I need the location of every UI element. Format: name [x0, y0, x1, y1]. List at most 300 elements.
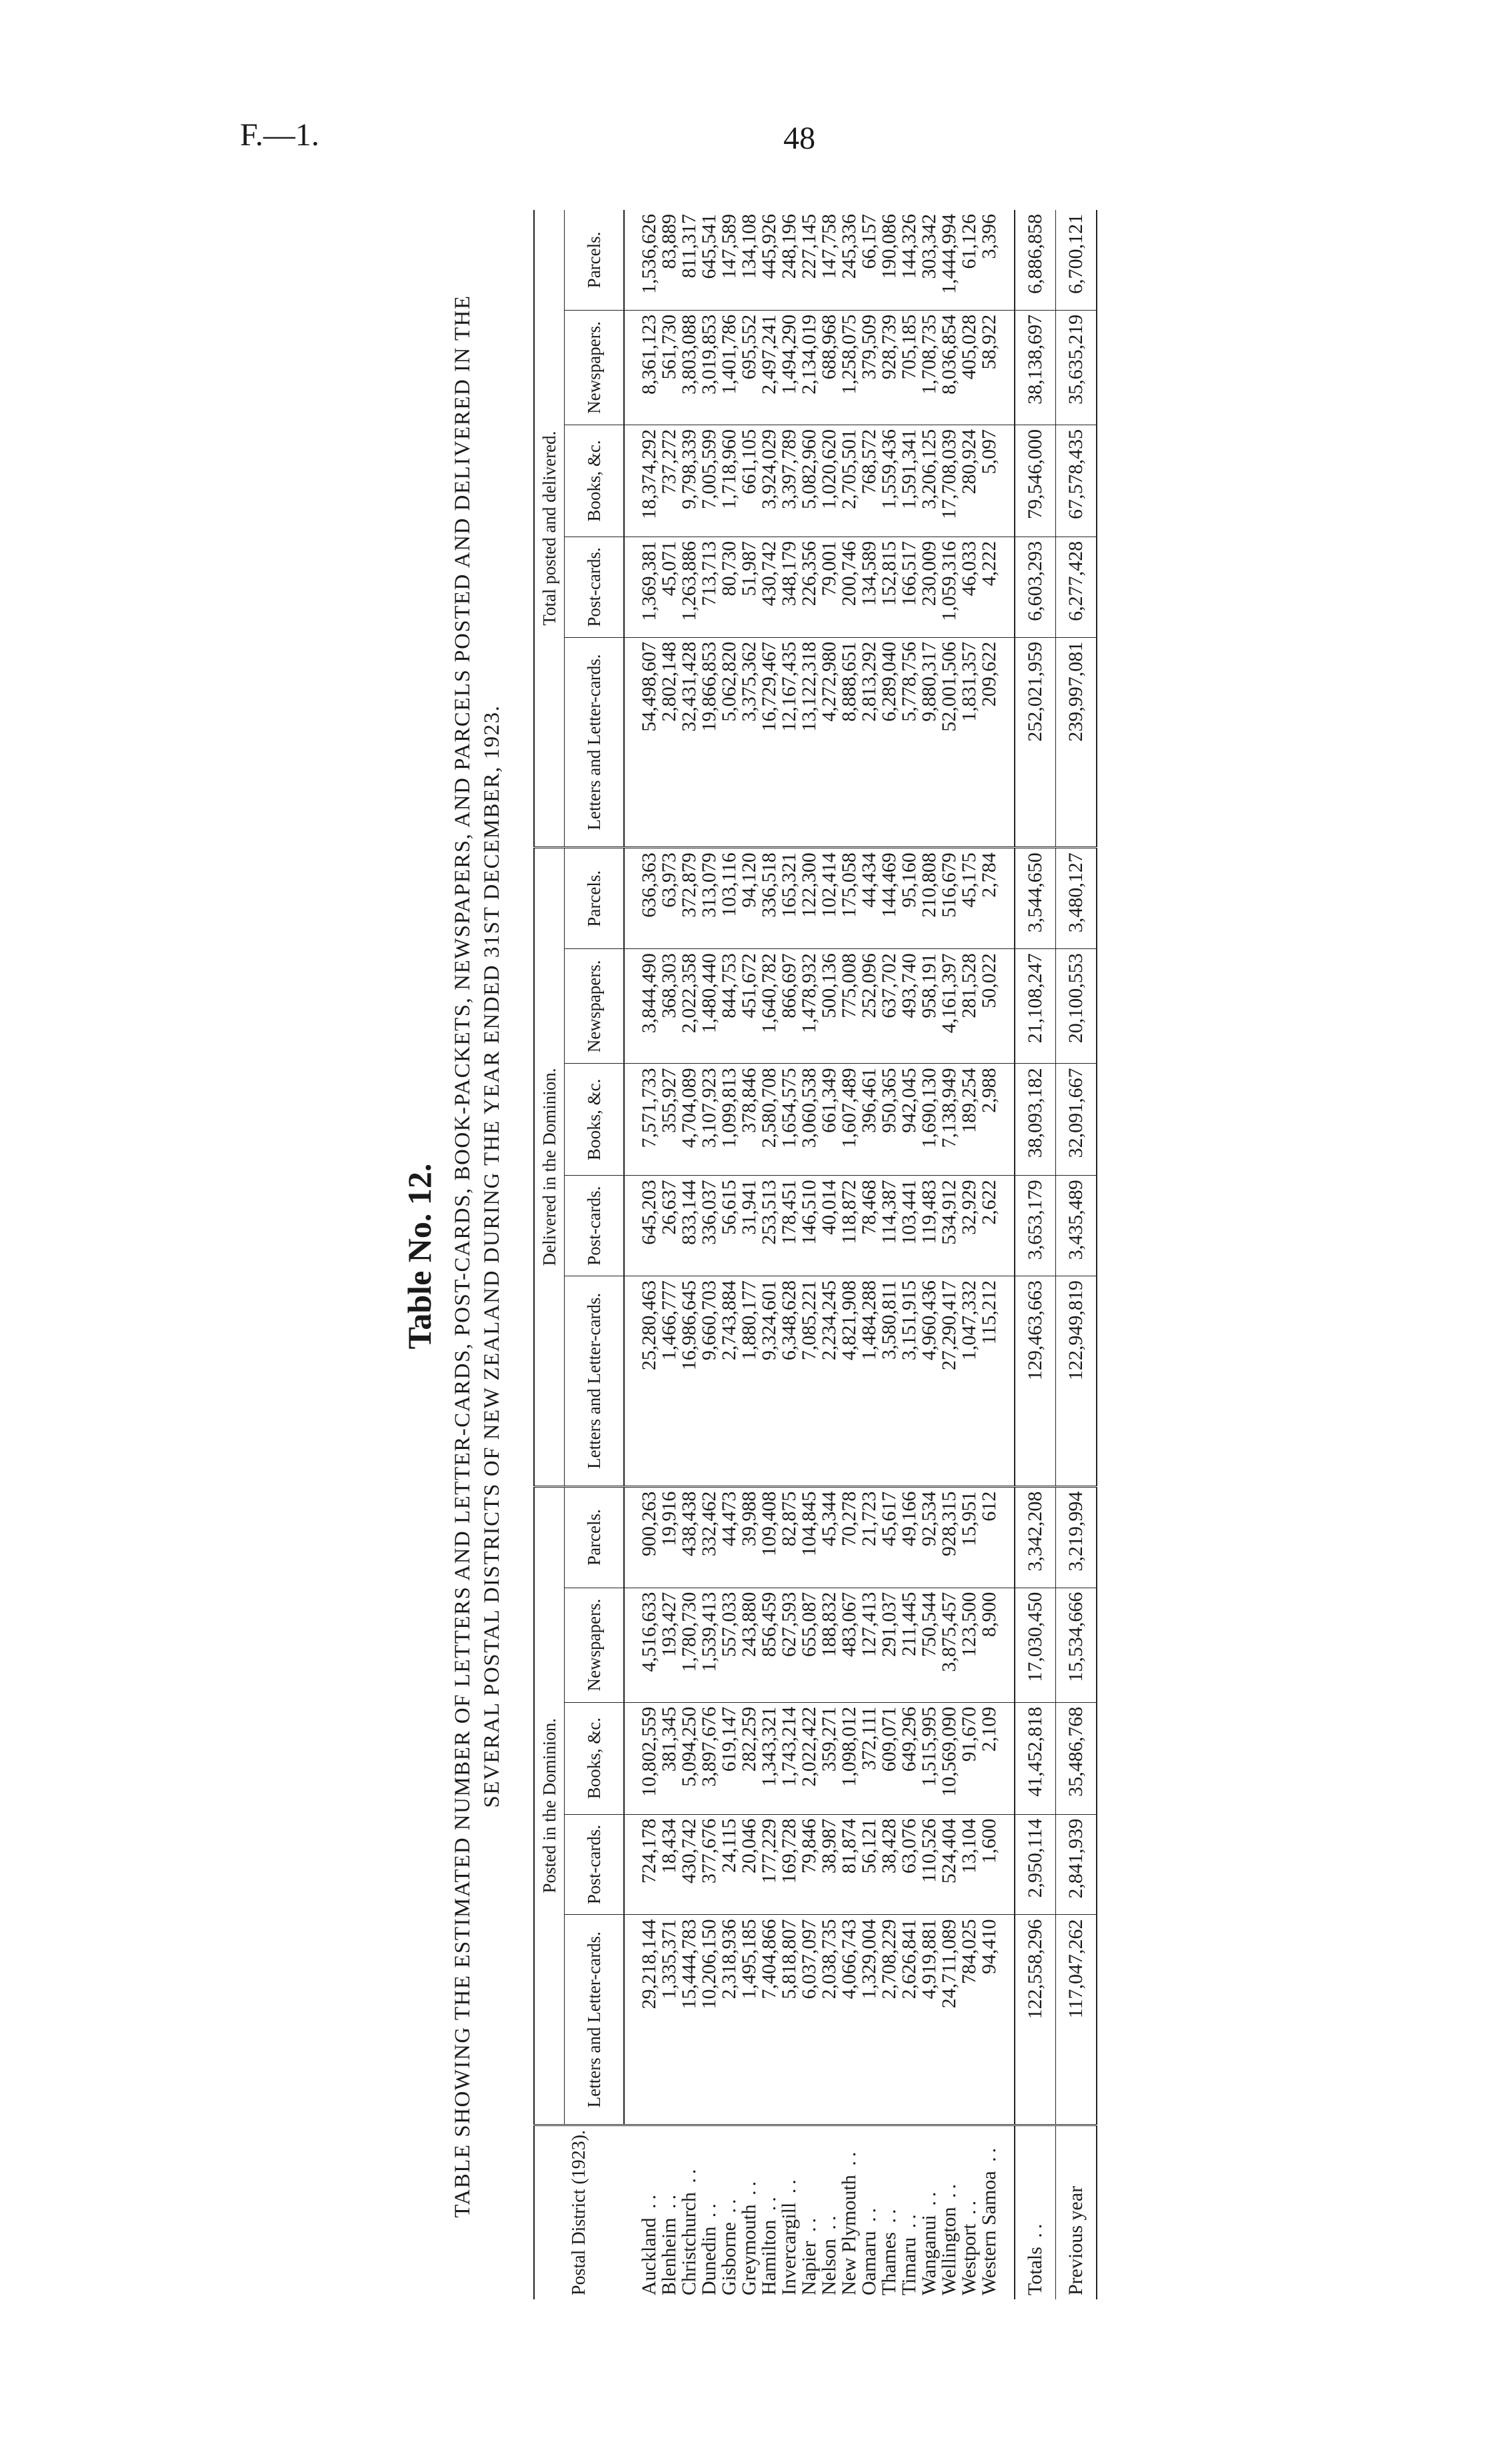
- table-cell: 811,317: [679, 210, 699, 310]
- table-cell: 32,431,428: [679, 637, 699, 847]
- table-cell: 280,924: [959, 425, 979, 537]
- table-cell: 3,544,650: [1015, 848, 1056, 949]
- table-cell: 10,206,150: [699, 1915, 719, 2125]
- group-header-total: Total posted and delivered.: [534, 210, 565, 848]
- district-name: Wellington ..: [938, 2179, 960, 2295]
- table-row: [699, 210, 719, 2299]
- table-cell: 134,589: [859, 537, 879, 637]
- table-cell: 438,438: [679, 1486, 699, 1588]
- table-cell: 239,997,081: [1056, 637, 1097, 847]
- table-cell: 1,480,440: [699, 949, 719, 1064]
- table-cell: 8,036,854: [939, 310, 959, 425]
- column-header: Newspapers.: [565, 949, 625, 1064]
- table-cell: 41,452,818: [1015, 1702, 1056, 1814]
- table-cell: 46,033: [959, 537, 979, 637]
- table-cell: 377,676: [699, 1814, 719, 1915]
- district-name: Napier ..: [798, 2213, 820, 2295]
- district-name: Previous year: [1056, 2125, 1097, 2299]
- table-cell: 381,345: [659, 1702, 679, 1814]
- table-cell: 379,509: [859, 310, 879, 425]
- table-cell: 248,196: [779, 210, 799, 310]
- table-cell: 4,960,436: [919, 1276, 939, 1486]
- column-header: Newspapers.: [565, 310, 625, 425]
- table-cell: 123,500: [959, 1588, 979, 1702]
- table-cell: 175,058: [839, 848, 859, 949]
- table-cell: 20,100,553: [1056, 949, 1097, 1064]
- table-cell: 39,988: [739, 1486, 759, 1588]
- table-cell: 1,020,620: [819, 425, 839, 537]
- table-cell: 200,746: [839, 537, 859, 637]
- table-cell: 152,815: [879, 537, 899, 637]
- district-name: Dunedin ..: [698, 2199, 720, 2295]
- district-name: Auckland ..: [638, 2190, 660, 2295]
- district-name: Wanganui ..: [918, 2187, 940, 2295]
- table-cell: 6,289,040: [879, 637, 899, 847]
- table-cell: 45,071: [659, 537, 679, 637]
- table-cell: 6,700,121: [1056, 210, 1097, 310]
- table-cell: 1,600: [979, 1814, 999, 1915]
- table-cell: 7,571,733: [639, 1064, 659, 1176]
- table-cell: 3,375,362: [739, 637, 759, 847]
- table-cell: 104,845: [799, 1486, 819, 1588]
- table-cell: 3,019,853: [699, 310, 719, 425]
- table-cell: 10,802,559: [639, 1702, 659, 1814]
- table-cell: 500,136: [819, 949, 839, 1064]
- table-cell: 50,022: [979, 949, 999, 1064]
- table-cell: 1,640,782: [759, 949, 779, 1064]
- district-name: Hamilton ..: [758, 2193, 780, 2295]
- table-cell: 32,091,667: [1056, 1064, 1097, 1176]
- table-cell: 4,161,397: [939, 949, 959, 1064]
- table-cell: 348,179: [779, 537, 799, 637]
- table-cell: 24,711,089: [939, 1915, 959, 2125]
- table-cell: 1,831,357: [959, 637, 979, 847]
- table-cell: 1,495,185: [739, 1915, 759, 2125]
- table-cell: 493,740: [899, 949, 919, 1064]
- table-cell: 40,014: [819, 1176, 839, 1276]
- table-cell: 94,410: [979, 1915, 999, 2125]
- table-cell: 3,151,915: [899, 1276, 919, 1486]
- table-cell: 134,108: [739, 210, 759, 310]
- table-row: [759, 210, 779, 2299]
- table-cell: 3,206,125: [919, 425, 939, 537]
- table-cell: 252,021,959: [1015, 637, 1056, 847]
- table-cell: 6,277,428: [1056, 537, 1097, 637]
- table-cell: 1,718,960: [719, 425, 739, 537]
- table-cell: 45,617: [879, 1486, 899, 1588]
- table-cell: 4,272,980: [819, 637, 839, 847]
- table-cell: 2,626,841: [899, 1915, 919, 2125]
- table-cell: 7,005,599: [699, 425, 719, 537]
- table-cell: 1,743,214: [779, 1702, 799, 1814]
- district-name: Thames ..: [878, 2205, 900, 2295]
- table-cell: 9,324,601: [759, 1276, 779, 1486]
- table-cell: 63,076: [899, 1814, 919, 1915]
- table-cell: 1,654,575: [779, 1064, 799, 1176]
- table-cell: 1,263,886: [679, 537, 699, 637]
- table-row: [939, 210, 959, 2299]
- table-cell: 70,278: [839, 1486, 859, 1588]
- table-row: [919, 210, 939, 2299]
- table-cell: 79,546,000: [1015, 425, 1056, 537]
- table-cell: 38,987: [819, 1814, 839, 1915]
- table-cell: 19,866,853: [699, 637, 719, 847]
- table-cell: 1,880,177: [739, 1276, 759, 1486]
- table-cell: 750,544: [919, 1588, 939, 1702]
- table-cell: 6,348,628: [779, 1276, 799, 1486]
- table-cell: 1,494,290: [779, 310, 799, 425]
- table-cell: 368,303: [659, 949, 679, 1064]
- table-cell: 6,037,097: [799, 1915, 819, 2125]
- table-cell: 2,109: [979, 1702, 999, 1814]
- table-cell: 56,615: [719, 1176, 739, 1276]
- table-cell: 2,497,241: [759, 310, 779, 425]
- table-cell: 83,889: [659, 210, 679, 310]
- table-cell: 737,272: [659, 425, 679, 537]
- table-row: [839, 210, 859, 2299]
- table-cell: 45,175: [959, 848, 979, 949]
- table-cell: 44,434: [859, 848, 879, 949]
- table-cell: 17,708,039: [939, 425, 959, 537]
- table-cell: 5,097: [979, 425, 999, 537]
- table-cell: 129,463,663: [1015, 1276, 1056, 1486]
- table-cell: 1,059,316: [939, 537, 959, 637]
- table-cell: 430,742: [759, 537, 779, 637]
- table-cell: 4,516,633: [639, 1588, 659, 1702]
- table-cell: 1,047,332: [959, 1276, 979, 1486]
- table-cell: 1,591,341: [899, 425, 919, 537]
- table-cell: 516,679: [939, 848, 959, 949]
- table-row: [899, 210, 919, 2299]
- table-cell: 2,022,358: [679, 949, 699, 1064]
- table-cell: 230,009: [919, 537, 939, 637]
- table-cell: 3,060,538: [799, 1064, 819, 1176]
- column-header: Newspapers.: [565, 1588, 625, 1702]
- table-row: [779, 210, 799, 2299]
- table-cell: 483,067: [839, 1588, 859, 1702]
- table-cell: 144,469: [879, 848, 899, 949]
- district-name: Westport ..: [958, 2196, 980, 2295]
- table-cell: 928,315: [939, 1486, 959, 1588]
- district-name: Nelson ..: [818, 2211, 840, 2295]
- table-cell: 26,637: [659, 1176, 679, 1276]
- table-cell: 35,486,768: [1056, 1702, 1097, 1814]
- table-row: [639, 210, 659, 2299]
- table-cell: 1,708,735: [919, 310, 939, 425]
- table-cell: 713,713: [699, 537, 719, 637]
- table-cell: 252,096: [859, 949, 879, 1064]
- table-cell: 2,802,148: [659, 637, 679, 847]
- table-cell: 1,690,130: [919, 1064, 939, 1176]
- table-cell: 122,300: [799, 848, 819, 949]
- table-cell: 95,160: [899, 848, 919, 949]
- table-cell: 189,254: [959, 1064, 979, 1176]
- table-cell: 7,138,949: [939, 1064, 959, 1176]
- table-cell: 67,578,435: [1056, 425, 1097, 537]
- table-cell: 2,134,019: [799, 310, 819, 425]
- table-cell: 2,813,292: [859, 637, 879, 847]
- table-cell: 54,498,607: [639, 637, 659, 847]
- column-header: Parcels.: [565, 848, 625, 949]
- table-cell: 2,988: [979, 1064, 999, 1176]
- table-cell: 79,001: [819, 537, 839, 637]
- table-cell: 4,821,908: [839, 1276, 859, 1486]
- table-cell: 649,296: [899, 1702, 919, 1814]
- table-cell: 619,147: [719, 1702, 739, 1814]
- table-cell: 2,950,114: [1015, 1814, 1056, 1915]
- table-cell: 1,335,371: [659, 1915, 679, 2125]
- table-cell: 127,413: [859, 1588, 879, 1702]
- district-name: Blenheim ..: [658, 2190, 680, 2295]
- table-cell: 313,079: [699, 848, 719, 949]
- table-cell: 169,728: [779, 1814, 799, 1915]
- table-cell: 4,919,881: [919, 1915, 939, 2125]
- table-cell: 115,212: [979, 1276, 999, 1486]
- table-cell: 524,404: [939, 1814, 959, 1915]
- table-row: [819, 210, 839, 2299]
- table-cell: 1,559,436: [879, 425, 899, 537]
- table-cell: 1,444,994: [939, 210, 959, 310]
- table-cell: 775,008: [839, 949, 859, 1064]
- table-cell: 612: [979, 1486, 999, 1588]
- table-cell: 695,552: [739, 310, 759, 425]
- table-cell: 66,157: [859, 210, 879, 310]
- table-cell: 844,753: [719, 949, 739, 1064]
- table-cell: 5,062,820: [719, 637, 739, 847]
- table-row: [739, 210, 759, 2299]
- district-name: Christchurch ..: [678, 2165, 700, 2295]
- table-cell: 1,539,413: [699, 1588, 719, 1702]
- district-name: New Plymouth ..: [838, 2147, 860, 2295]
- table-cell: 636,363: [639, 848, 659, 949]
- table-cell: 2,580,708: [759, 1064, 779, 1176]
- district-name: Oamaru ..: [858, 2203, 880, 2295]
- table-cell: 79,846: [799, 1814, 819, 1915]
- table-cell: 3,803,088: [679, 310, 699, 425]
- table-cell: 119,483: [919, 1176, 939, 1276]
- table-cell: 91,670: [959, 1702, 979, 1814]
- table-cell: 81,874: [839, 1814, 859, 1915]
- table-cell: 18,434: [659, 1814, 679, 1915]
- table-cell: 12,167,435: [779, 637, 799, 847]
- table-cell: 118,872: [839, 1176, 859, 1276]
- table-cell: 372,879: [679, 848, 699, 949]
- rotated-table-block: [400, 200, 1120, 2313]
- column-header: Letters and Letter-cards.: [565, 1915, 625, 2125]
- district-name: Gisborne ..: [718, 2195, 740, 2295]
- table-cell: 688,968: [819, 310, 839, 425]
- table-row: [959, 210, 979, 2299]
- district-name: Timaru ..: [898, 2210, 920, 2295]
- table-cell: 928,739: [879, 310, 899, 425]
- table-cell: 372,111: [859, 1702, 879, 1814]
- table-cell: 705,185: [899, 310, 919, 425]
- table-cell: 950,365: [879, 1064, 899, 1176]
- column-header: Letters and Letter-cards.: [565, 637, 625, 847]
- table-cell: 445,926: [759, 210, 779, 310]
- table-cell: 177,229: [759, 1814, 779, 1915]
- table-cell: 3,580,811: [879, 1276, 899, 1486]
- table-cell: 10,569,090: [939, 1702, 959, 1814]
- table-cell: 7,404,866: [759, 1915, 779, 2125]
- table-cell: 21,108,247: [1015, 949, 1056, 1064]
- table-cell: 1,607,489: [839, 1064, 859, 1176]
- table-cell: 25,280,463: [639, 1276, 659, 1486]
- table-cell: 3,897,676: [699, 1702, 719, 1814]
- table-cell: 645,203: [639, 1176, 659, 1276]
- table-cell: 78,468: [859, 1176, 879, 1276]
- table-title: Table No. 12.: [401, 1163, 438, 1350]
- table-cell: 561,730: [659, 310, 679, 425]
- table-cell: 1,466,777: [659, 1276, 679, 1486]
- table-cell: 13,104: [959, 1814, 979, 1915]
- table-cell: 856,459: [759, 1588, 779, 1702]
- column-header: Letters and Letter-cards.: [565, 1276, 625, 1486]
- table-cell: 405,028: [959, 310, 979, 425]
- table-cell: 117,047,262: [1056, 1915, 1097, 2125]
- district-name: Western Samoa ..: [978, 2143, 1000, 2295]
- table-cell: 784,025: [959, 1915, 979, 2125]
- table-cell: 3,342,208: [1015, 1486, 1056, 1588]
- table-cell: 38,428: [879, 1814, 899, 1915]
- table-cell: 2,318,936: [719, 1915, 739, 2125]
- table-cell: 2,784: [979, 848, 999, 949]
- table-cell: 6,603,293: [1015, 537, 1056, 637]
- table-cell: 1,484,288: [859, 1276, 879, 1486]
- table-cell: 16,986,645: [679, 1276, 699, 1486]
- table-cell: 243,880: [739, 1588, 759, 1702]
- table-cell: 8,361,123: [639, 310, 659, 425]
- table-cell: 900,263: [639, 1486, 659, 1588]
- page-number: 48: [783, 121, 815, 156]
- table-cell: 44,473: [719, 1486, 739, 1588]
- table-cell: 144,326: [899, 210, 919, 310]
- table-cell: 2,743,884: [719, 1276, 739, 1486]
- table-cell: 9,880,317: [919, 637, 939, 847]
- table-cell: 1,515,995: [919, 1702, 939, 1814]
- header-district: Postal District (1923).: [534, 2125, 624, 2299]
- table-cell: 2,841,939: [1056, 1814, 1097, 1915]
- table-cell: 209,622: [979, 637, 999, 847]
- table-cell: 9,660,703: [699, 1276, 719, 1486]
- table-cell: 3,924,029: [759, 425, 779, 537]
- table-cell: 3,653,179: [1015, 1176, 1056, 1276]
- table-cell: 534,912: [939, 1176, 959, 1276]
- table-cell: 51,987: [739, 537, 759, 637]
- table-cell: 661,349: [819, 1064, 839, 1176]
- table-cell: 122,558,296: [1015, 1915, 1056, 2125]
- table-cell: 3,435,489: [1056, 1176, 1097, 1276]
- table-cell: 2,622: [979, 1176, 999, 1276]
- table-cell: 1,478,932: [799, 949, 819, 1064]
- column-header: Post-cards.: [565, 1176, 625, 1276]
- table-cell: 147,589: [719, 210, 739, 310]
- table-cell: 609,071: [879, 1702, 899, 1814]
- table-cell: 8,888,651: [839, 637, 859, 847]
- table-cell: 49,166: [899, 1486, 919, 1588]
- table-cell: 17,030,450: [1015, 1588, 1056, 1702]
- table-cell: 7,085,221: [799, 1276, 819, 1486]
- table-cell: 3,219,994: [1056, 1486, 1097, 1588]
- table-cell: 3,480,127: [1056, 848, 1097, 949]
- table-cell: 82,875: [779, 1486, 799, 1588]
- table-cell: 2,705,501: [839, 425, 859, 537]
- district-name: Invercargill ..: [778, 2175, 800, 2295]
- column-header: Post-cards.: [565, 537, 625, 637]
- table-cell: 5,082,960: [799, 425, 819, 537]
- table-cell: 15,444,783: [679, 1915, 699, 2125]
- table-subtitle-line-2: SEVERAL POSTAL DISTRICTS OF NEW ZEALAND DURING THE YEAR ENDED 31ST DECEMBER, 1923.: [480, 704, 504, 1808]
- table-cell: 4,704,089: [679, 1064, 699, 1176]
- table-cell: 178,451: [779, 1176, 799, 1276]
- table-cell: 332,462: [699, 1486, 719, 1588]
- table-cell: 210,808: [919, 848, 939, 949]
- table-cell: 1,369,381: [639, 537, 659, 637]
- table-cell: 15,951: [959, 1486, 979, 1588]
- district-name: Totals ..: [1015, 2125, 1056, 2299]
- table-cell: 303,342: [919, 210, 939, 310]
- table-cell: 227,145: [799, 210, 819, 310]
- table-cell: 190,086: [879, 210, 899, 310]
- table-row: [859, 210, 879, 2299]
- spacer-row: [999, 210, 1015, 2299]
- table-cell: 2,234,245: [819, 1276, 839, 1486]
- table-cell: 31,941: [739, 1176, 759, 1276]
- table-cell: 5,778,756: [899, 637, 919, 847]
- table-cell: 336,518: [759, 848, 779, 949]
- table-cell: 166,517: [899, 537, 919, 637]
- table-cell: 281,528: [959, 949, 979, 1064]
- group-header-delivered: Delivered in the Dominion.: [534, 848, 565, 1486]
- table-cell: 3,396: [979, 210, 999, 310]
- table-cell: 866,697: [779, 949, 799, 1064]
- table-cell: 109,408: [759, 1486, 779, 1588]
- table-row: [679, 210, 699, 2299]
- column-header: Parcels.: [565, 210, 625, 310]
- table-cell: 1,536,626: [639, 210, 659, 310]
- table-cell: 226,356: [799, 537, 819, 637]
- column-header: Post-cards.: [565, 1814, 625, 1915]
- table-cell: 29,218,144: [639, 1915, 659, 2125]
- table-cell: 942,045: [899, 1064, 919, 1176]
- table-cell: 3,397,789: [779, 425, 799, 537]
- table-cell: 4,066,743: [839, 1915, 859, 2125]
- table-cell: 768,572: [859, 425, 879, 537]
- district-name: Greymouth ..: [738, 2177, 760, 2295]
- table-cell: 359,271: [819, 1702, 839, 1814]
- table-cell: 627,593: [779, 1588, 799, 1702]
- group-header-posted: Posted in the Dominion.: [534, 1486, 565, 2125]
- table-cell: 1,258,075: [839, 310, 859, 425]
- table-cell: 3,875,457: [939, 1588, 959, 1702]
- table-cell: 6,886,858: [1015, 210, 1056, 310]
- column-header: Books, &c.: [565, 1064, 625, 1176]
- table-cell: 63,973: [659, 848, 679, 949]
- table-cell: 147,758: [819, 210, 839, 310]
- table-subtitle: [448, 200, 507, 2313]
- table-cell: 110,526: [919, 1814, 939, 1915]
- table-cell: 1,343,321: [759, 1702, 779, 1814]
- column-header: Books, &c.: [565, 1702, 625, 1814]
- table-cell: 102,414: [819, 848, 839, 949]
- table-cell: 245,336: [839, 210, 859, 310]
- table-cell: 18,374,292: [639, 425, 659, 537]
- table-cell: 9,798,339: [679, 425, 699, 537]
- column-header: Books, &c.: [565, 425, 625, 537]
- table-cell: 3,844,490: [639, 949, 659, 1064]
- table-cell: 661,105: [739, 425, 759, 537]
- table-cell: 165,321: [779, 848, 799, 949]
